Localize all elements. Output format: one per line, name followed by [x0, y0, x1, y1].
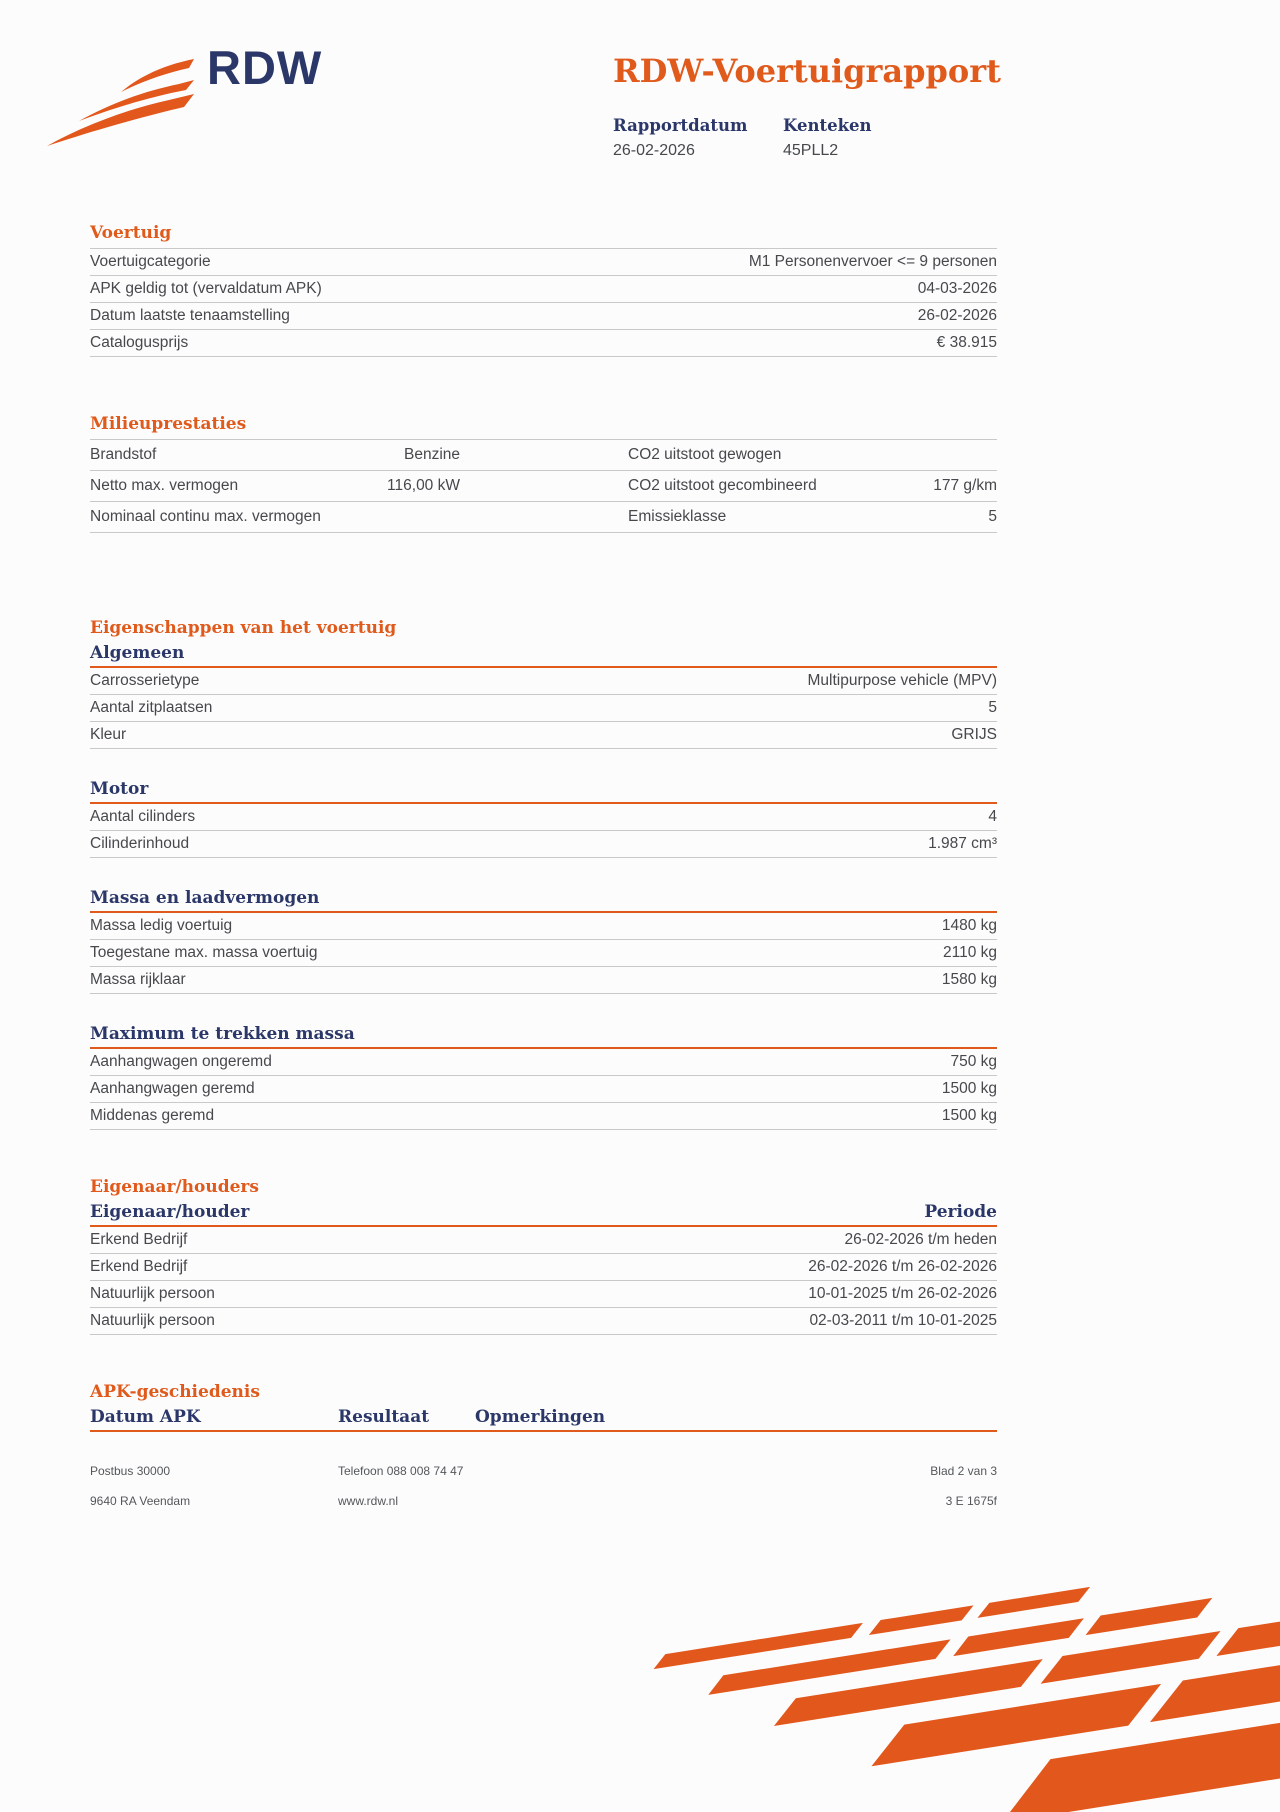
- table-row: [90, 831, 997, 858]
- row-value: Multipurpose vehicle (MPV): [807, 672, 997, 689]
- row-label: Massa rijklaar: [90, 971, 186, 988]
- subsection-title: Algemeen: [90, 643, 997, 668]
- footer-line: [90, 1456, 997, 1486]
- row-value: 26-02-2026: [917, 307, 997, 324]
- row-value: 5: [988, 699, 997, 716]
- row-value: 750 kg: [950, 1053, 997, 1070]
- table-row: [90, 668, 997, 695]
- table-row: [90, 913, 997, 940]
- license-plate-label: Kenteken: [783, 116, 872, 135]
- license-plate-value: 45PLL2: [783, 142, 839, 159]
- section-heading-eigenaar: Eigenaar/houders: [90, 1177, 259, 1197]
- section-heading-milieuprestaties: Milieuprestaties: [90, 414, 247, 434]
- owner-type: Erkend Bedrijf: [90, 1231, 188, 1248]
- row-label: Carrosserietype: [90, 672, 200, 689]
- row-label: Toegestane max. massa voertuig: [90, 944, 318, 961]
- row-label: Voertuigcategorie: [90, 253, 211, 270]
- subsection-trekken-massa: [90, 1024, 997, 1130]
- row-value: 5: [988, 508, 997, 525]
- report-date-block: [613, 116, 783, 160]
- table-row: [90, 722, 997, 749]
- table-row: [90, 303, 997, 330]
- column-header-apk-result: Resultaat: [338, 1407, 430, 1427]
- owner-type: Natuurlijk persoon: [90, 1312, 215, 1329]
- column-header-period: Periode: [924, 1202, 997, 1222]
- rdw-wing-icon: [45, 58, 195, 150]
- row-value: 04-03-2026: [917, 280, 997, 297]
- row-value: 1.987 cm³: [928, 835, 997, 852]
- footer-phone: Telefoon 088 008 74 47: [338, 1464, 464, 1478]
- footer-address-line1: Postbus 30000: [90, 1464, 171, 1478]
- report-date-label: Rapportdatum: [613, 116, 748, 135]
- trekken-massa-rows: [90, 1049, 997, 1130]
- motor-rows: [90, 804, 997, 858]
- rdw-stripes-icon: [620, 1562, 1280, 1812]
- subsection-algemeen: [90, 643, 997, 749]
- table-row: [90, 330, 997, 357]
- section-heading-eigenschappen: Eigenschappen van het voertuig: [90, 618, 397, 638]
- row-label: CO2 uitstoot gecombineerd: [628, 477, 817, 494]
- massa-rows: [90, 913, 997, 994]
- table-row: [90, 440, 997, 471]
- page-footer: [90, 1456, 997, 1516]
- row-label: Aanhangwagen ongeremd: [90, 1053, 272, 1070]
- owners-table-header: [90, 1202, 997, 1227]
- table-row: [90, 695, 997, 722]
- table-row: [90, 1254, 997, 1281]
- subsection-motor: [90, 779, 997, 858]
- row-label: Emissieklasse: [628, 508, 727, 525]
- row-label: Aantal cilinders: [90, 808, 196, 825]
- row-label: CO2 uitstoot gewogen: [628, 446, 782, 463]
- table-row: [90, 1281, 997, 1308]
- table-row: [90, 804, 997, 831]
- row-label: Nominaal continu max. vermogen: [90, 508, 321, 525]
- table-row: [90, 1227, 997, 1254]
- owner-period: 02-03-2011 t/m 10-01-2025: [809, 1312, 997, 1329]
- row-value: 1500 kg: [941, 1107, 997, 1124]
- column-header-apk-remarks: Opmerkingen: [475, 1407, 606, 1427]
- section-heading-apk: APK-geschiedenis: [90, 1382, 260, 1402]
- document-title: RDW-Voertuigrapport: [613, 52, 1001, 90]
- owners-rows: [90, 1227, 997, 1335]
- row-label: Massa ledig voertuig: [90, 917, 233, 934]
- row-label: Brandstof: [90, 446, 157, 463]
- table-row: [90, 1308, 997, 1335]
- subsection-title: Massa en laadvermogen: [90, 888, 997, 913]
- owner-period: 26-02-2026 t/m 26-02-2026: [808, 1258, 997, 1275]
- voertuig-rows: [90, 248, 997, 357]
- table-row: [90, 940, 997, 967]
- report-date-value: 26-02-2026: [613, 142, 695, 159]
- rdw-logo: [45, 41, 323, 150]
- table-row: [90, 502, 997, 533]
- row-label: Aanhangwagen geremd: [90, 1080, 255, 1097]
- row-value: GRIJS: [951, 726, 997, 743]
- row-label: Kleur: [90, 726, 127, 743]
- algemeen-rows: [90, 668, 997, 749]
- document-content: [90, 222, 997, 1516]
- row-value: € 38.915: [936, 334, 997, 351]
- row-value: 116,00 kW: [387, 477, 460, 494]
- section-milieuprestaties: [90, 413, 997, 533]
- footer-page-indicator: Blad 2 van 3: [930, 1464, 997, 1478]
- table-row: [90, 276, 997, 303]
- footer-line: [90, 1486, 997, 1516]
- subsection-title: Motor: [90, 779, 997, 804]
- owner-period: 10-01-2025 t/m 26-02-2026: [808, 1285, 997, 1302]
- row-value: 4: [988, 808, 997, 825]
- rdw-logo-text: RDW: [207, 41, 323, 94]
- table-row: [90, 249, 997, 276]
- row-label: Cilinderinhoud: [90, 835, 190, 852]
- subsection-massa: [90, 888, 997, 994]
- row-value: M1 Personenvervoer <= 9 personen: [748, 253, 997, 270]
- row-label: Datum laatste tenaamstelling: [90, 307, 290, 324]
- table-row: [90, 471, 997, 502]
- section-eigenaar-houders: [90, 1176, 997, 1335]
- row-label: Catalogusprijs: [90, 334, 189, 351]
- row-label: Aantal zitplaatsen: [90, 699, 213, 716]
- footer-doc-code: 3 E 1675f: [945, 1494, 997, 1508]
- table-row: [90, 1049, 997, 1076]
- footer-website: www.rdw.nl: [338, 1494, 399, 1508]
- owner-type: Natuurlijk persoon: [90, 1285, 215, 1302]
- row-value: 1480 kg: [941, 917, 997, 934]
- row-value: 177 g/km: [933, 477, 997, 494]
- milieu-rows: [90, 439, 997, 533]
- table-row: [90, 1076, 997, 1103]
- table-row: [90, 1103, 997, 1130]
- license-plate-block: [783, 116, 953, 160]
- owner-period: 26-02-2026 t/m heden: [844, 1231, 997, 1248]
- footer-address-line2: 9640 RA Veendam: [90, 1494, 191, 1508]
- section-eigenschappen: [90, 617, 997, 1130]
- row-label: Netto max. vermogen: [90, 477, 239, 494]
- report-meta: [613, 116, 953, 160]
- subsection-title: Maximum te trekken massa: [90, 1024, 997, 1049]
- section-heading-voertuig: Voertuig: [90, 223, 172, 243]
- row-value: 1580 kg: [941, 971, 997, 988]
- apk-table-header: [90, 1407, 997, 1432]
- row-label: Middenas geremd: [90, 1107, 215, 1124]
- owner-type: Erkend Bedrijf: [90, 1258, 188, 1275]
- section-voertuig: [90, 222, 997, 357]
- column-header-apk-date: Datum APK: [90, 1407, 201, 1427]
- row-label: APK geldig tot (vervaldatum APK): [90, 280, 322, 297]
- row-value: Benzine: [403, 446, 460, 463]
- section-apk-geschiedenis: [90, 1381, 997, 1432]
- row-value: 1500 kg: [941, 1080, 997, 1097]
- row-value: 2110 kg: [942, 944, 997, 961]
- column-header-owner: Eigenaar/houder: [90, 1202, 250, 1222]
- table-row: [90, 967, 997, 994]
